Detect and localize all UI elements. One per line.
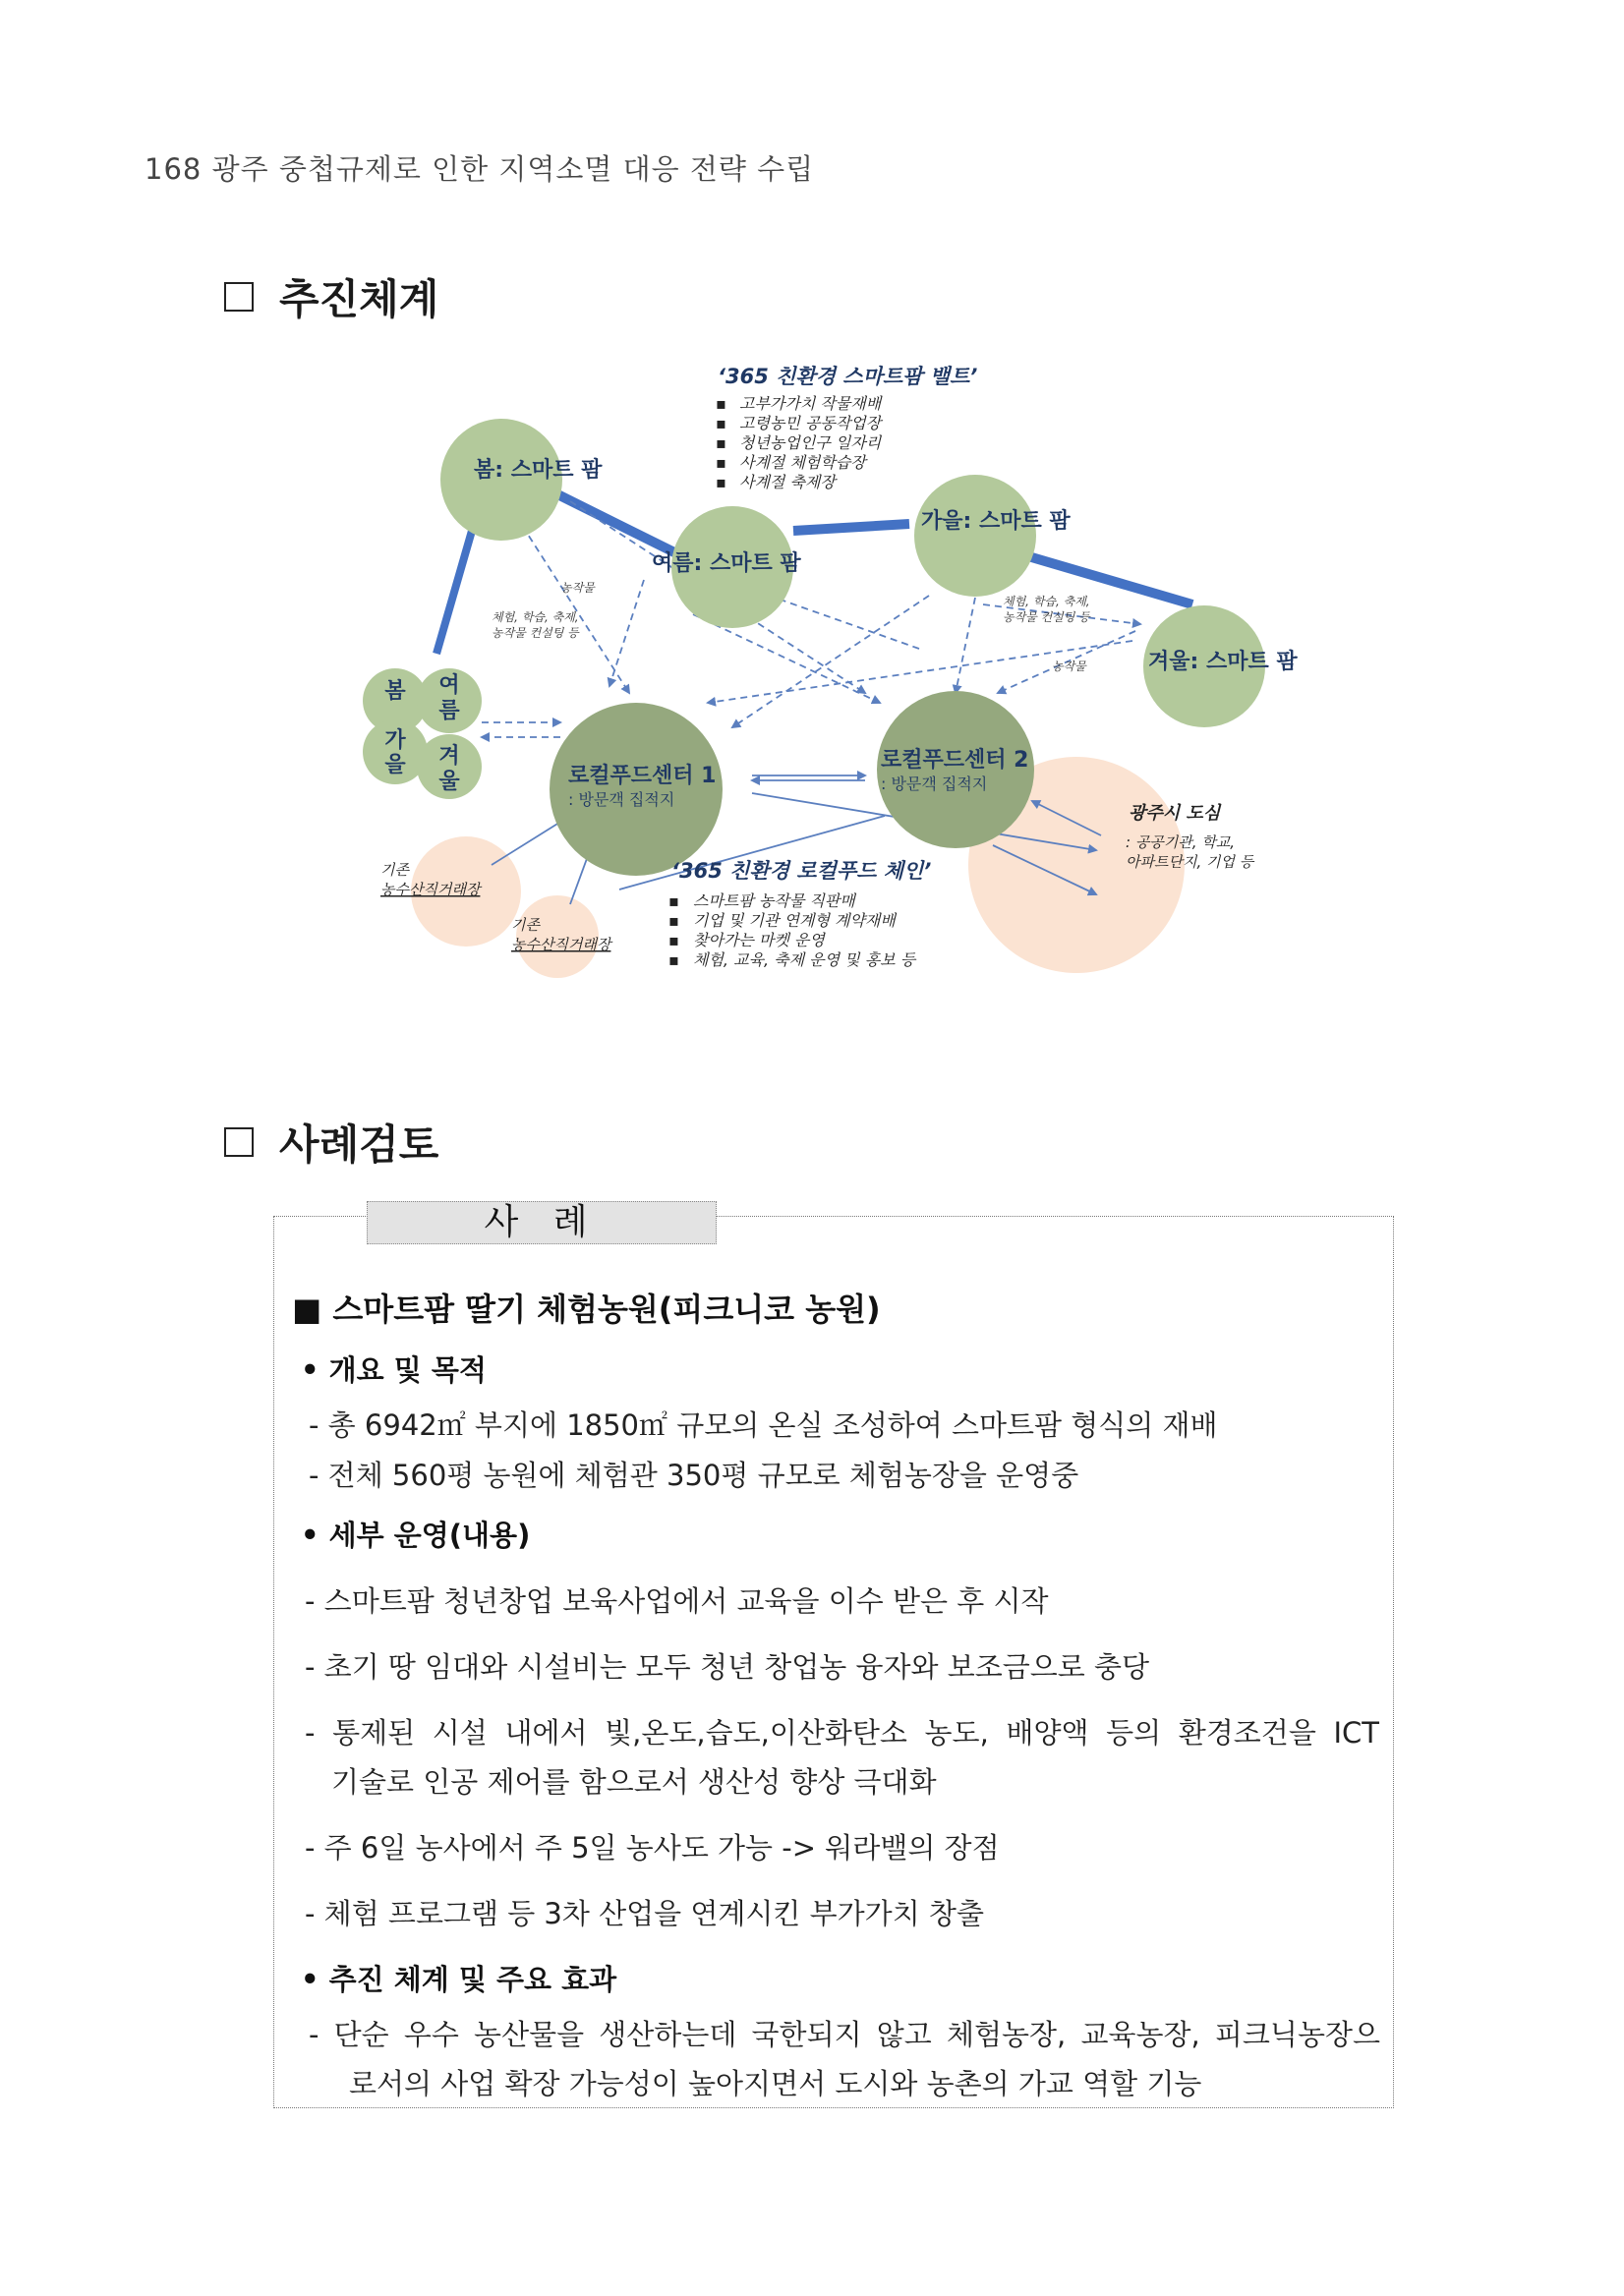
season-label-summer: 여 름 [438, 673, 460, 723]
farm-label-winter: 겨울: 스마트 팜 [1148, 650, 1298, 674]
section-title: 사례검토 [279, 1120, 439, 1169]
city-sub-2: 아파트단지, 기업 등 [1126, 853, 1254, 871]
label-crops-right: 농작물 [1052, 660, 1086, 673]
effect-line-1: - 단순 우수 농산물을 생산하는데 국한되지 않고 체험농장, 교육농장, 피크닉농장으 [309, 2018, 1380, 2051]
farm-label-summer: 여름: 스마트 팜 [652, 551, 801, 576]
market1-label: 기존 [380, 861, 409, 879]
effect-heading: • 추진 체계 및 주요 효과 [301, 1963, 617, 1996]
detail-heading: • 세부 운영(내용) [301, 1519, 531, 1552]
overview-line-2: - 전체 560평 농원에 체험관 350평 규모로 체험농장을 운영중 [309, 1459, 1079, 1492]
svg-text:▪: ▪ [668, 950, 679, 969]
svg-text:▪: ▪ [668, 911, 679, 930]
farm-label-autumn: 가을: 스마트 팜 [921, 509, 1071, 534]
svg-text:▪: ▪ [716, 473, 726, 491]
label-experience-right-2: 농작물 컨설팅 등 [1003, 610, 1090, 624]
belt-item: 사계절 축제장 [739, 473, 836, 491]
center1-sub: : 방문객 집적지 [568, 790, 675, 809]
belt-item: 청년농업인구 일자리 [739, 433, 882, 452]
svg-text:▪: ▪ [716, 433, 726, 452]
case-title: ■ 스마트팜 딸기 체험농원(피크니코 농원) [292, 1291, 881, 1328]
detail-line-2: - 초기 땅 임대와 시설비는 모두 청년 창업농 융자와 보조금으로 충당 [305, 1650, 1150, 1684]
farm-label-spring: 봄: 스마트 팜 [474, 458, 603, 483]
detail-line-4: - 주 6일 농사에서 주 5일 농사도 가능 -> 워라밸의 장점 [305, 1831, 1000, 1865]
svg-text:▪: ▪ [668, 891, 679, 910]
center2-title: 로컬푸드센터 2 [881, 748, 1029, 773]
svg-text:▪: ▪ [716, 394, 726, 413]
checkbox-icon [224, 282, 254, 312]
page-header: 168 광주 중첩규제로 인한 지역소멸 대응 전략 수립 [145, 152, 815, 186]
label-crops-left: 농작물 [560, 581, 595, 595]
overview-line-1: - 총 6942㎡ 부지에 1850㎡ 규모의 온실 조성하여 스마트팜 형식의 재배 [309, 1408, 1218, 1442]
farm-circle-autumn [914, 475, 1036, 597]
belt-item: 고부가가치 작물재배 [739, 394, 882, 413]
detail-line-1: - 스마트팜 청년창업 보육사업에서 교육을 이수 받은 후 시작 [305, 1584, 1049, 1618]
detail-line-3-cont: 기술로 인공 제어를 함으로서 생산성 향상 극대화 [331, 1765, 937, 1799]
market1-label-2: 농수산직거래장 [380, 881, 481, 898]
svg-text:▪: ▪ [668, 931, 679, 949]
label-experience-left: 체험, 학습, 축제, [492, 610, 579, 624]
city-sub-1: : 공공기관, 학교, [1126, 833, 1236, 851]
season-label-winter: 겨 울 [438, 744, 460, 794]
section-title: 추진체계 [279, 275, 439, 323]
belt-line [436, 531, 472, 654]
season-label-autumn: 가 을 [384, 728, 406, 777]
svg-text:▪: ▪ [716, 414, 726, 432]
chain-item: 찾아가는 마켓 운영 [693, 931, 825, 949]
chain-item: 스마트팜 농작물 직판매 [693, 891, 855, 910]
overview-heading: • 개요 및 목적 [301, 1353, 487, 1387]
section-heading-case [224, 1113, 438, 1172]
detail-line-5: - 체험 프로그램 등 3차 산업을 연계시킨 부가가치 창출 [305, 1897, 984, 1930]
chain-title: ‘365 친환경 로컬푸드 체인’ [671, 859, 932, 883]
section-heading-promotion [224, 267, 438, 326]
checkbox-icon [224, 1127, 254, 1157]
belt-line [793, 524, 909, 531]
label-experience-left-2: 농작물 컨설팅 등 [492, 626, 579, 640]
season-label-spring: 봄 [384, 679, 406, 704]
detail-line-3: - 통제된 시설 내에서 빛,온도,습도,이산화탄소 농도, 배양액 등의 환경조건을 ICT [305, 1716, 1379, 1750]
label-experience-right: 체험, 학습, 축제, [1003, 595, 1090, 608]
market2-label-2: 농수산직거래장 [511, 936, 611, 953]
belt-title: ‘365 친환경 스마트팜 밸트’ [718, 365, 978, 388]
svg-text:▪: ▪ [716, 453, 726, 472]
promotion-diagram [354, 354, 1317, 983]
case-tab: 사 례 [367, 1201, 717, 1244]
market2-label: 기존 [511, 916, 540, 934]
belt-item: 고령농민 공동작업장 [739, 414, 882, 432]
city-title: 광주시 도심 [1129, 803, 1221, 824]
center2-sub: : 방문객 집적지 [881, 775, 988, 793]
chain-item: 체험, 교육, 축제 운영 및 홍보 등 [693, 950, 916, 969]
belt-item: 사계절 체험학습장 [739, 453, 866, 472]
chain-item: 기업 및 기관 연계형 계약재배 [693, 911, 896, 930]
center1-title: 로컬푸드센터 1 [568, 764, 717, 788]
effect-line-1-cont: 로서의 사업 확장 가능성이 높아지면서 도시와 농촌의 가교 역할 기능 [349, 2067, 1202, 2100]
local-food-center-1 [550, 703, 723, 876]
